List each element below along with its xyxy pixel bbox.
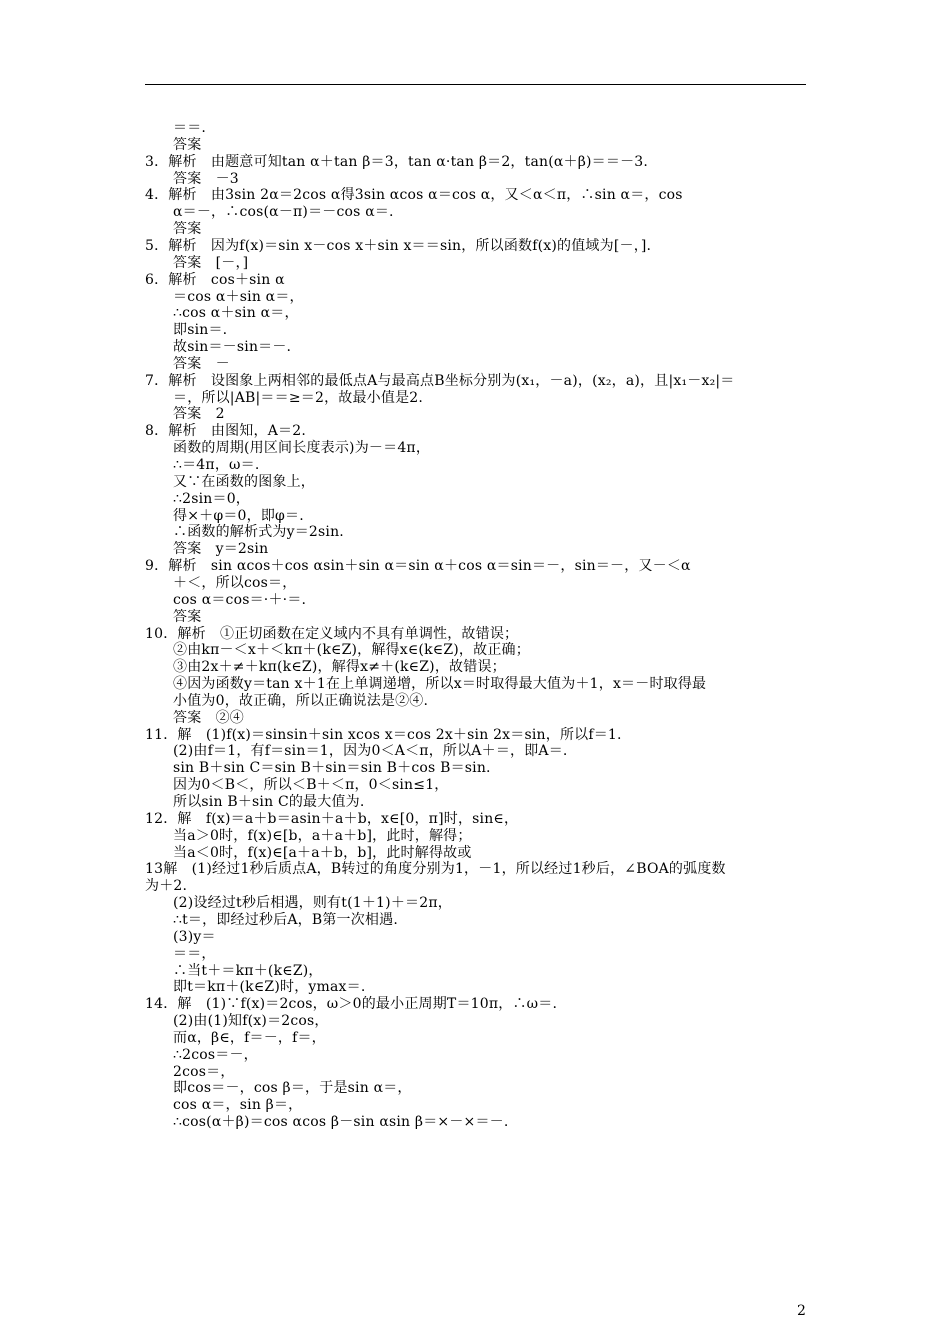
text-line: ＝＝， bbox=[173, 945, 216, 962]
text-line: ∴cos(α＋β)＝cos αcos β－sin αsin β＝×－×＝－. bbox=[173, 1114, 509, 1131]
header-rule bbox=[145, 84, 806, 85]
text-line: 即sin＝. bbox=[173, 322, 228, 339]
text-line: 为＋2. bbox=[145, 878, 188, 895]
text-line: 答案 －3 bbox=[173, 170, 239, 187]
text-line: 答案 － bbox=[173, 355, 230, 372]
text-line: 当a＜0时，f(x)∈[a＋a＋b，b]，此时解得故或 bbox=[173, 844, 472, 861]
text-line: 答案 ②④ bbox=[173, 709, 244, 726]
text-line: 因为0＜B＜，所以＜B＋＜π，0＜sin≤1， bbox=[173, 777, 449, 794]
text-line: 3．解析 由题意可知tan α＋tan β＝3，tan α·tan β＝2，tan(α＋β)＝＝－3. bbox=[145, 153, 649, 170]
text-line: (3)y＝ bbox=[173, 928, 216, 945]
text-line: ＋＜，所以cos＝， bbox=[173, 574, 297, 591]
text-line: 7．解析 设图象上两相邻的最低点A与最高点B坐标分别为(x₁，－a)，(x₂，a)，且|x₁－x₂|＝ bbox=[145, 372, 735, 389]
text-line: 2cos＝， bbox=[173, 1063, 235, 1080]
text-line: 9．解析 sin αcos＋cos αsin＋sin α＝sin α＋cos α＝sin＝－，sin＝－，又－＜α bbox=[145, 558, 691, 575]
text-line: 又∵在函数的图象上， bbox=[173, 473, 315, 490]
text-line: 答案 bbox=[173, 136, 202, 153]
text-line: 答案 bbox=[173, 221, 202, 238]
text-line: ∴函数的解析式为y＝2sin. bbox=[173, 524, 344, 541]
text-line: ∴cos α＋sin α＝， bbox=[173, 305, 299, 322]
text-line: 答案 bbox=[173, 608, 202, 625]
text-line: ④因为函数y＝tan x＋1在上单调递增，所以x＝时取得最大值为＋1，x＝－时取得最 bbox=[173, 676, 707, 693]
text-line: ＝＝. bbox=[173, 120, 207, 136]
text-line: 10．解析 ①正切函数在定义域内不具有单调性，故错误； bbox=[145, 625, 519, 642]
page-number: 2 bbox=[797, 1303, 806, 1319]
text-line: ∴2cos＝－， bbox=[173, 1046, 258, 1063]
text-line: ＝cos α＋sin α＝， bbox=[173, 288, 304, 305]
text-line: (2)设经过t秒后相遇，则有t(1＋1)＋＝2π， bbox=[173, 895, 452, 912]
text-line: 5．解析 因为f(x)＝sin x－cos x＋sin x＝＝sin，所以函数f(x)的值域为[－，]. bbox=[145, 237, 652, 254]
text-line: 11．解 (1)f(x)＝sinsin＋sin xcos x＝cos 2x＋sin 2x＝sin，所以f＝1. bbox=[145, 726, 622, 743]
text-line: 函数的周期(用区间长度表示)为－＝4π， bbox=[173, 440, 431, 457]
text-line: 故sin＝－sin＝－. bbox=[173, 339, 292, 356]
text-line: 所以sin B＋sin C的最大值为. bbox=[173, 794, 365, 810]
text-line: 答案 y＝2sin bbox=[173, 541, 269, 558]
text-line: 小值为0，故正确，所以正确说法是②④. bbox=[173, 692, 429, 709]
text-line: ＝，所以|AB|＝＝≥＝2，故最小值是2. bbox=[173, 389, 424, 406]
text-line: ∴＝4π，ω＝. bbox=[173, 457, 260, 473]
text-line: 即cos＝－，cos β＝，于是sin α＝， bbox=[173, 1080, 412, 1097]
text-line: cos α＝，sin β＝， bbox=[173, 1097, 303, 1114]
text-line: ②由kπ－＜x＋＜kπ＋(k∈Z)，解得x∈(k∈Z)，故正确； bbox=[173, 642, 530, 659]
text-line: cos α＝cos＝·＋·＝. bbox=[173, 591, 307, 608]
text-line: ∴t＝，即经过秒后A，B第一次相遇. bbox=[173, 911, 398, 928]
text-line: 得×＋φ＝0，即φ＝. bbox=[173, 507, 304, 524]
text-line: ∴当t＋＝kπ＋(k∈Z)， bbox=[173, 962, 323, 979]
text-line: 13解 (1)经过1秒后质点A，B转过的角度分别为1，－1，所以经过1秒后，∠BOA的弧度数 bbox=[145, 861, 726, 878]
text-line: ∴2sin＝0， bbox=[173, 490, 251, 507]
text-line: 14．解 (1)∵f(x)＝2cos，ω＞0的最小正周期T＝10π，∴ω＝. bbox=[145, 996, 558, 1013]
text-line: 答案 2 bbox=[173, 406, 225, 423]
text-line: 12．解 f(x)＝a＋b＝asin＋a＋b，x∈[0，π]时，sin∈， bbox=[145, 810, 519, 827]
text-line: (2)由f＝1，有f＝sin＝1，因为0＜A＜π，所以A＋＝，即A＝. bbox=[173, 743, 568, 760]
text-line: 8．解析 由图知，A＝2. bbox=[145, 423, 306, 440]
text-line: 6．解析 cos＋sin α bbox=[145, 271, 285, 288]
text-line: α＝－，∴cos(α－π)＝－cos α＝. bbox=[173, 204, 394, 221]
text-line: 4．解析 由3sin 2α＝2cos α得3sin αcos α＝cos α，又＜α＜π，∴sin α＝，cos bbox=[145, 187, 683, 204]
text-line: sin B＋sin C＝sin B＋sin＝sin B＋cos B＝sin. bbox=[173, 760, 491, 777]
text-line: 即t＝kπ＋(k∈Z)时，ymax＝. bbox=[173, 979, 366, 996]
text-line: 而α，β∈，f＝－，f＝， bbox=[173, 1029, 326, 1046]
text-line: 答案 [－，] bbox=[173, 254, 249, 271]
text-line: ③由2x＋≠＋kπ(k∈Z)，解得x≠＋(k∈Z)，故错误； bbox=[173, 659, 506, 676]
text-line: 当a＞0时，f(x)∈[b，a＋a＋b]，此时，解得； bbox=[173, 827, 472, 844]
text-line: (2)由(1)知f(x)＝2cos， bbox=[173, 1013, 329, 1030]
